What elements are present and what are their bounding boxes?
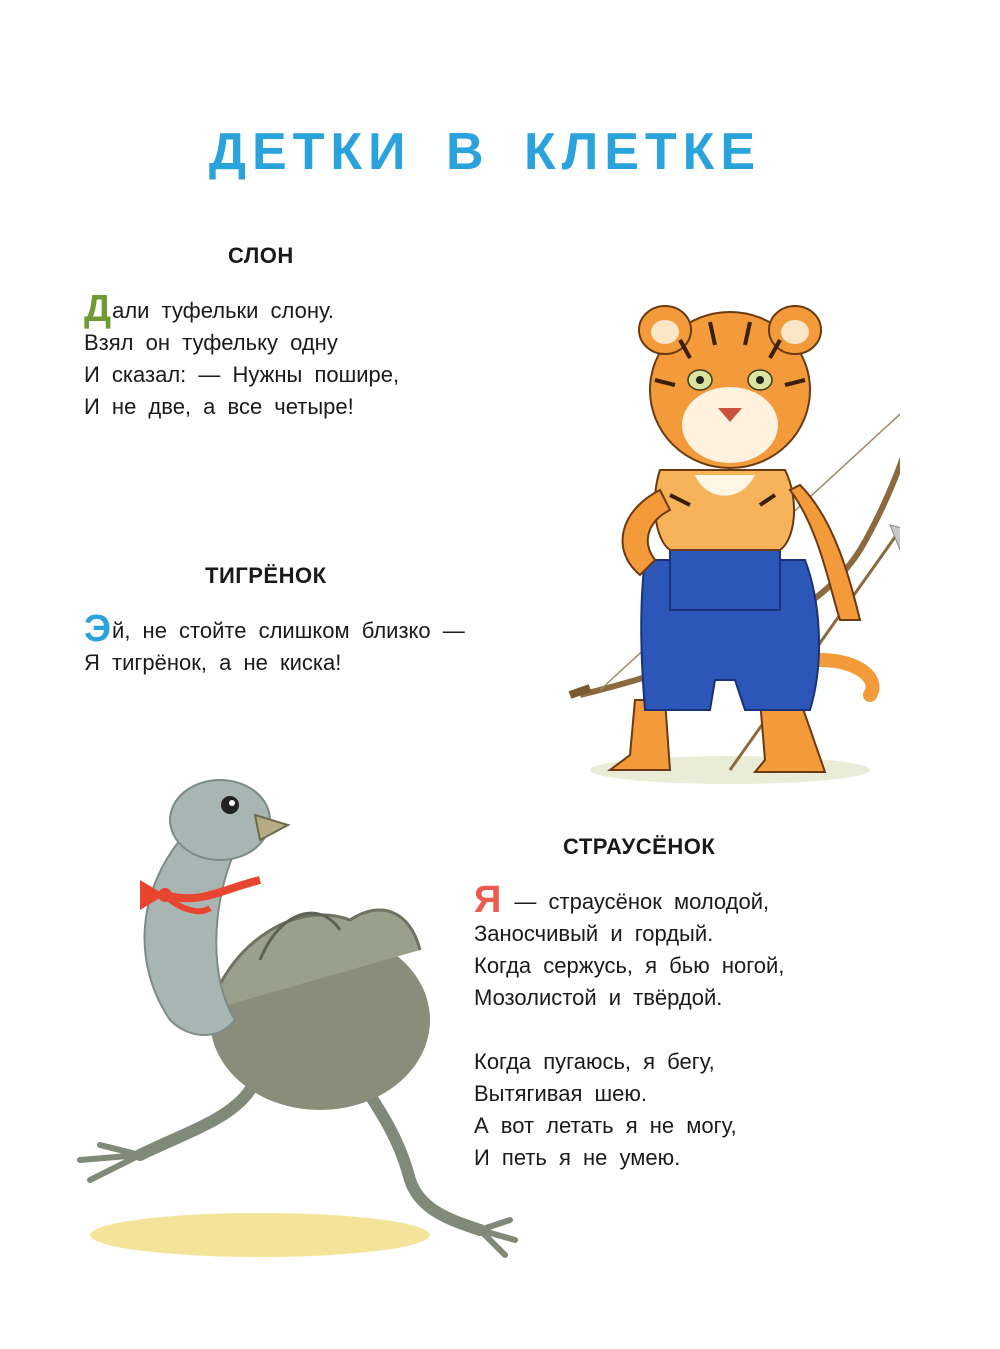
poem-title-elephant: СЛОН: [228, 243, 294, 268]
poem-line: Взял он туфельку одну: [84, 330, 338, 355]
poem-line: — страусёнок молодой,: [502, 889, 770, 914]
poem-line: Я тигрёнок, а не киска!: [84, 650, 342, 675]
poem-line: И не две, а все четыре!: [84, 394, 354, 419]
tiger-cub-illustration: [560, 300, 900, 790]
poem-elephant: [84, 288, 400, 423]
drop-cap: Я: [474, 879, 502, 921]
drop-cap: Д: [84, 288, 112, 330]
poem-tiger: [84, 608, 465, 679]
drop-cap: Э: [84, 608, 112, 650]
poem-line: И сказал: — Нужны пошире,: [84, 362, 400, 387]
poem-line: Заносчивый и гордый.: [474, 921, 714, 946]
poem-line: й, не стойте слишком близко —: [112, 618, 465, 643]
poem-line: али туфельки слону.: [112, 298, 334, 323]
poem-title-ostrich: СТРАУСЁНОК: [563, 834, 716, 859]
poem-line: А вот летать я не могу,: [474, 1113, 737, 1138]
poem-line: Когда пугаюсь, я бегу,: [474, 1049, 715, 1074]
poem-line: И петь я не умею.: [474, 1145, 681, 1170]
poem-line: Вытягивая шею.: [474, 1081, 647, 1106]
poem-line: Мозолистой и твёрдой.: [474, 985, 723, 1010]
ostrich-chick-illustration: [60, 760, 530, 1260]
poem-line: Когда сержусь, я бью ногой,: [474, 953, 785, 978]
poem-title-tiger: ТИГРЁНОК: [205, 563, 327, 588]
page-title: ДЕТКИ В КЛЕТКЕ: [208, 123, 762, 181]
